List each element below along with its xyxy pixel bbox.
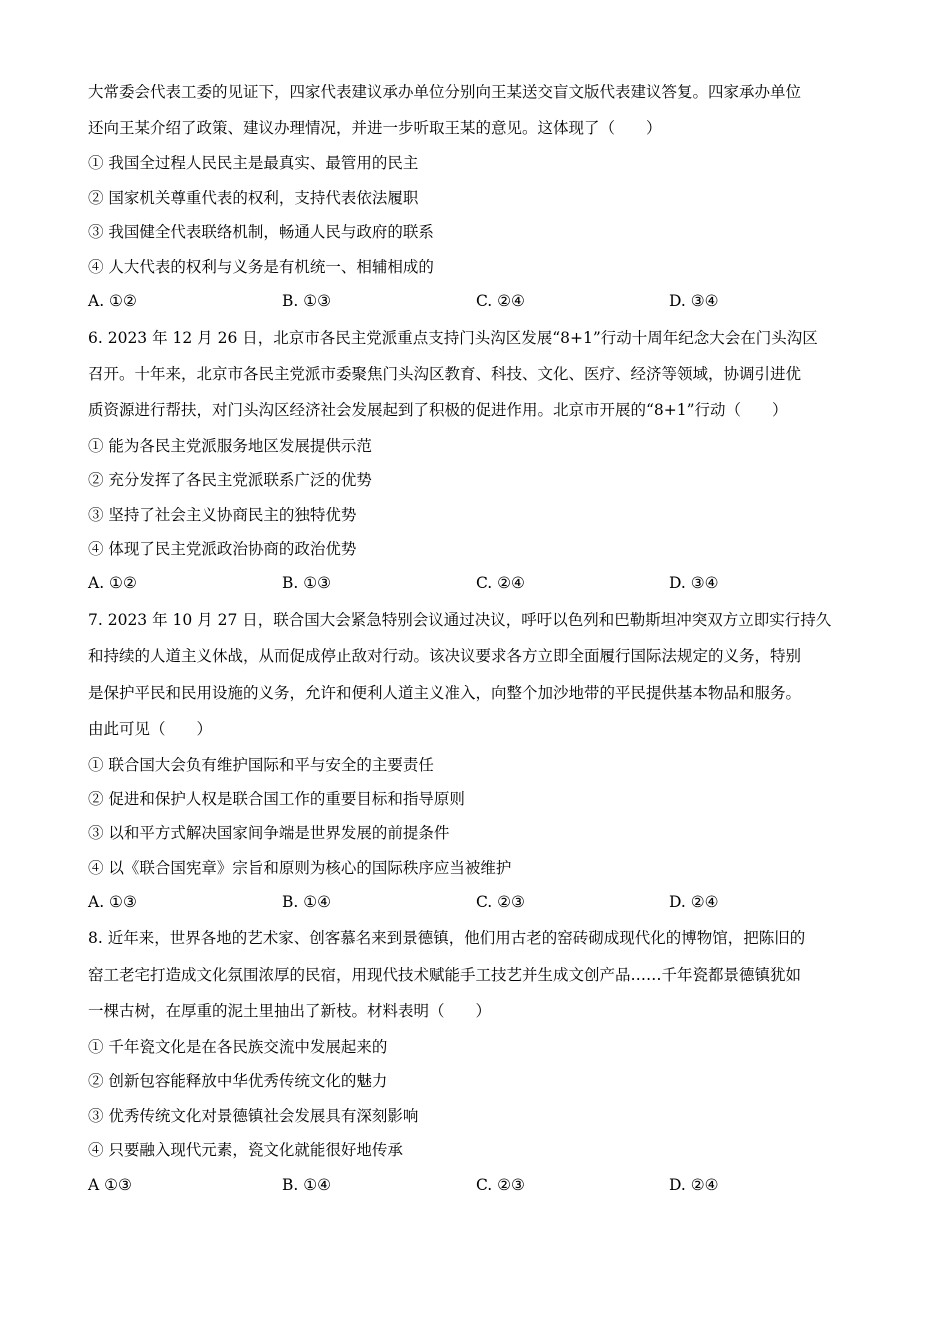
q7-option-c: C. ②③ <box>476 893 525 911</box>
q7-option-d: D. ②④ <box>669 893 719 911</box>
q8-item-4: ④ 只要融入现代元素，瓷文化就能很好地传承 <box>88 1141 403 1159</box>
q5-item-4: ④ 人大代表的权利与义务是有机统一、相辅相成的 <box>88 258 434 276</box>
q8-stem-line-3: 一棵古树，在厚重的泥土里抽出了新枝。材料表明（ ） <box>88 1002 492 1020</box>
q6-stem-line-1: 6. 2023 年 12 月 26 日，北京市各民主党派重点支持门头沟区发展“8+1”行动十周年纪念大会在门头沟区 <box>88 329 818 347</box>
q7-item-4: ④ 以《联合国宪章》宗旨和原则为核心的国际秩序应当被维护 <box>88 859 512 877</box>
q5-option-c: C. ②④ <box>476 292 525 310</box>
q5-option-a: A. ①② <box>88 292 137 310</box>
q5-item-1: ① 我国全过程人民民主是最真实、最管用的民主 <box>88 154 419 172</box>
q6-option-b: B. ①③ <box>282 574 332 592</box>
q8-option-d: D. ②④ <box>669 1176 719 1194</box>
q8-option-b: B. ①④ <box>282 1176 332 1194</box>
q6-item-4: ④ 体现了民主党派政治协商的政治优势 <box>88 540 357 558</box>
q6-item-3: ③ 坚持了社会主义协商民主的独特优势 <box>88 506 357 524</box>
q7-stem-line-1: 7. 2023 年 10 月 27 日，联合国大会紧急特别会议通过决议，呼吁以色列和巴勒斯坦冲突双方立即实行持久 <box>88 611 832 629</box>
q7-stem-line-2: 和持续的人道主义休战，从而促成停止敌对行动。该决议要求各方立即全面履行国际法规定的义务，特别 <box>88 647 802 665</box>
q6-option-d: D. ③④ <box>669 574 719 592</box>
q7-option-a: A. ①③ <box>88 893 137 911</box>
q7-stem-line-4: 由此可见（ ） <box>88 720 213 738</box>
q7-option-b: B. ①④ <box>282 893 332 911</box>
q5-option-d: D. ③④ <box>669 292 719 310</box>
q5-item-2: ② 国家机关尊重代表的权利，支持代表依法履职 <box>88 189 419 207</box>
q8-option-a: A ①③ <box>88 1176 132 1194</box>
q5-option-b: B. ①③ <box>282 292 332 310</box>
q8-option-c: C. ②③ <box>476 1176 525 1194</box>
q6-item-2: ② 充分发挥了各民主党派联系广泛的优势 <box>88 471 372 489</box>
q5-item-3: ③ 我国健全代表联络机制，畅通人民与政府的联系 <box>88 223 434 241</box>
q6-stem-line-3: 质资源进行帮扶，对门头沟区经济社会发展起到了积极的促进作用。北京市开展的“8+1”行动（ ） <box>88 401 788 419</box>
q8-stem-line-1: 8. 近年来，世界各地的艺术家、创客慕名来到景德镇，他们用古老的窑砖砌成现代化的博物馆，把陈旧的 <box>88 929 806 947</box>
q6-stem-line-2: 召开。十年来，北京市各民主党派市委聚焦门头沟区教育、科技、文化、医疗、经济等领域，协调引进优 <box>88 365 802 383</box>
q8-item-3: ③ 优秀传统文化对景德镇社会发展具有深刻影响 <box>88 1107 419 1125</box>
q7-item-3: ③ 以和平方式解决国家间争端是世界发展的前提条件 <box>88 824 450 842</box>
q7-item-2: ② 促进和保护人权是联合国工作的重要目标和指导原则 <box>88 790 465 808</box>
q5-stem-line-1: 大常委会代表工委的见证下，四家代表建议承办单位分别向王某送交盲文版代表建议答复。四家承办单位 <box>88 83 802 101</box>
q6-option-c: C. ②④ <box>476 574 525 592</box>
q5-stem-line-2: 还向王某介绍了政策、建议办理情况，并进一步听取王某的意见。这体现了（ ） <box>88 119 662 137</box>
q8-stem-line-2: 窑工老宅打造成文化氛围浓厚的民宿，用现代技术赋能手工技艺并生成文创产品……千年瓷都景德镇犹如 <box>88 966 802 984</box>
q6-option-a: A. ①② <box>88 574 137 592</box>
q7-stem-line-3: 是保护平民和民用设施的义务，允许和便利人道主义准入，向整个加沙地带的平民提供基本物品和服务。 <box>88 684 802 702</box>
q8-item-1: ① 千年瓷文化是在各民族交流中发展起来的 <box>88 1038 388 1056</box>
q6-item-1: ① 能为各民主党派服务地区发展提供示范 <box>88 437 372 455</box>
q8-item-2: ② 创新包容能释放中华优秀传统文化的魅力 <box>88 1072 388 1090</box>
q7-item-1: ① 联合国大会负有维护国际和平与安全的主要责任 <box>88 756 434 774</box>
